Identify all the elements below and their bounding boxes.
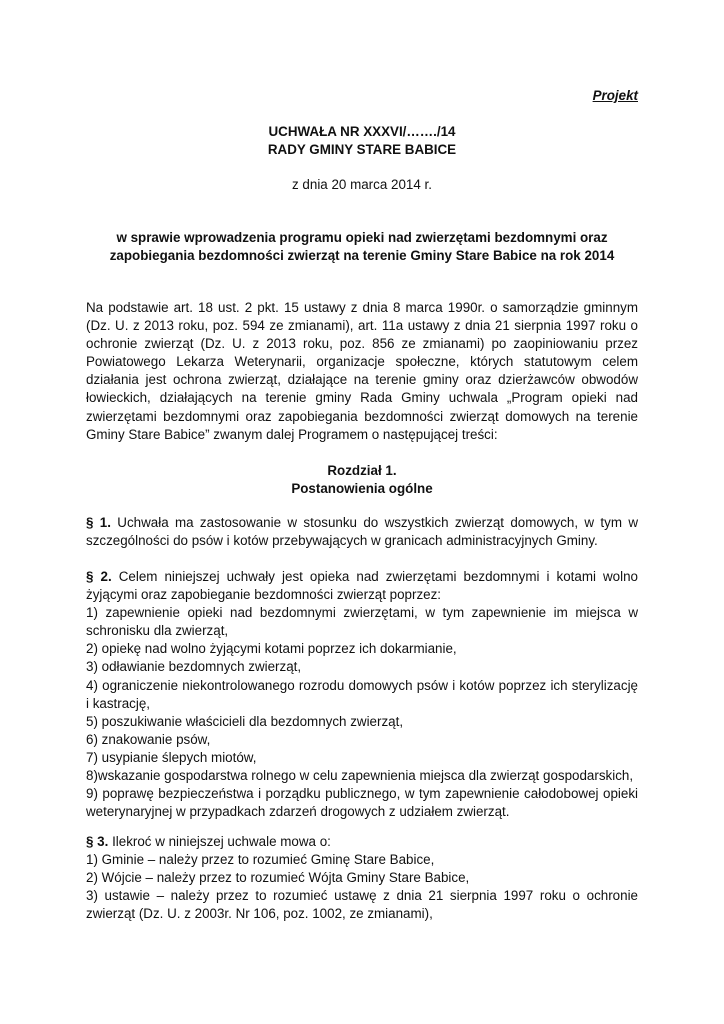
preamble-line: Na podstawie art. 18 ust. 2 pkt. 15 ustawy z dnia 8 marca 1990r. o samorządzie gminnym [86,300,638,315]
list-item: 1) zapewnienie opieki nad bezdomnymi zwierzętami, w tym zapewnienie im miejsca w [86,605,638,621]
preamble-line: Gminy Stare Babice” zwanym dalej Programem o następującej treści: [86,426,498,442]
list-item: 4) ograniczenie niekontrolowanego rozrodu domowych psów i kotów poprzez ich sterylizację [86,677,638,693]
section-mark: § 3. [86,834,109,849]
list-item: 2) Wójcie – należy przez to rozumieć Wójta Gminy Stare Babice, [86,870,470,886]
section-1-line: § 1. Uchwała ma zastosowanie w stosunku do wszystkich zwierząt domowych, w tym w [86,515,638,530]
list-item: 9) poprawę bezpieczeństwa i porządku publicznego, w tym zapewnienie całodobowej opieki [86,786,638,802]
list-item-cont: schronisku dla zwierząt, [86,623,229,639]
preamble [86,299,638,444]
subject-line: zapobiegania bezdomności zwierząt na terenie Gminy Stare Babice na rok 2014 [109,248,615,263]
list-item: 3) ustawie – należy przez to rozumieć ustawę z dnia 21 sierpnia 1997 roku o ochronie [86,888,638,904]
resolution-subject [86,229,638,265]
chapter-number: Rozdział 1. [327,463,397,478]
list-item: 5) poszukiwanie właścicieli dla bezdomnych zwierząt, [86,713,404,729]
chapter-heading [86,462,638,498]
preamble-line: Powiatowego Lekarza Weterynarii, organizacje społeczne, których statutowym celem [86,354,638,370]
list-item: 1) Gminie – należy przez to rozumieć Gminę Stare Babice, [86,852,435,868]
list-item-cont: zwierząt (Dz. U. z 2003r. Nr 106, poz. 1002, ze zmianami), [86,906,433,922]
preamble-line: łowieckich, działających na terenie gminy Rada Gminy uchwala „Program opieki nad [86,390,638,406]
preamble-line: (Dz. U. z 2013 roku, poz. 594 ze zmianami), art. 11a ustawy z dnia 21 sierpnia 1997 roku o [86,318,638,334]
chapter-title: Postanowienia ogólne [291,481,433,496]
list-item-cont: i kastrację, [86,695,150,711]
list-item: 3) odławianie bezdomnych zwierząt, [86,659,302,675]
subject-line: w sprawie wprowadzenia programu opieki nad zwierzętami bezdomnymi oraz [116,230,608,245]
council-name: RADY GMINY STARE BABICE [267,142,457,157]
preamble-line: ochronie zwierząt (Dz. U. z 2013 roku, poz. 856 ze zmianami) po zaopiniowaniu przez [86,336,638,352]
list-item: 7) usypianie ślepych miotów, [86,749,257,765]
list-item: 2) opiekę nad wolno żyjącymi kotami poprzez ich dokarmianie, [86,641,457,657]
list-item: 6) znakowanie psów, [86,731,211,747]
section-3-line: § 3. Ilekroć w niniejszej uchwale mowa o: [86,834,331,849]
section-3 [86,833,638,923]
section-2-line: żyjącymi oraz zapobieganie bezdomności zwierząt poprzez: [86,587,442,603]
section-2 [86,568,638,821]
section-1 [86,514,638,550]
projekt-label: Projekt [592,88,638,103]
section-mark: § 1. [86,515,111,530]
section-2-line: § 2. Celem niniejszej uchwały jest opieka nad zwierzętami bezdomnymi i kotami wolno [86,569,638,584]
list-item: 8)wskazanie gospodarstwa rolnego w celu zapewnienia miejsca dla zwierząt gospodarskich, [86,768,634,784]
resolution-number: UCHWAŁA NR XXXVI/……./14 [268,124,456,139]
list-item-cont: weterynaryjnej w przypadkach zdarzeń drogowych z udziałem zwierząt. [86,804,510,820]
section-1-line: szczególności do psów i kotów przebywających w granicach administracyjnych Gminy. [86,533,598,549]
section-mark: § 2. [86,569,112,584]
preamble-line: zwierzętami bezdomnymi oraz zapobiegania bezdomności zwierząt domowych na terenie [86,408,638,424]
preamble-line: działania jest ochrona zwierząt, działające na terenie gminy oraz dzierżawców obwodów [86,372,638,388]
resolution-date: z dnia 20 marca 2014 r. [292,177,432,192]
